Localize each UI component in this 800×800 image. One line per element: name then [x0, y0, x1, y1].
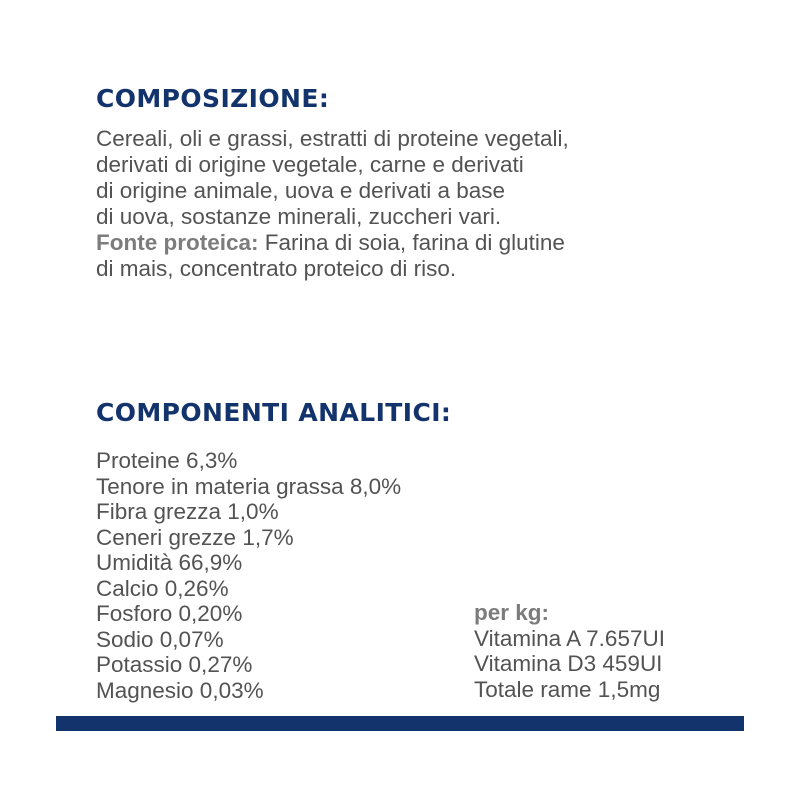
analysis-heading: COMPONENTI ANALITICI:	[96, 398, 452, 427]
per-kg-list	[474, 626, 665, 703]
analysis-item: Calcio 0,26%	[96, 575, 229, 601]
composition-heading: COMPOSIZIONE:	[96, 84, 330, 113]
per-kg-block	[474, 600, 665, 702]
analysis-item: Fibra grezza 1,0%	[96, 499, 279, 524]
protein-source-line: di mais, concentrato proteico di riso.	[96, 256, 457, 281]
analysis-item: Magnesio 0,03%	[96, 677, 264, 703]
composition-line: derivati di origine vegetale, carne e derivati	[96, 152, 524, 177]
protein-source-text: Farina di soia, farina di glutine	[258, 230, 565, 255]
analysis-item: Ceneri grezze 1,7%	[96, 524, 294, 550]
composition-line: di uova, sostanze minerali, zuccheri vari.	[96, 204, 502, 229]
composition-line: Cereali, oli e grassi, estratti di proteine vegetali,	[96, 126, 569, 151]
analysis-item: Proteine 6,3%	[96, 448, 238, 473]
composition-line: di origine animale, uova e derivati a base	[96, 178, 505, 203]
per-kg-item: Vitamina D3 459UI	[474, 651, 663, 676]
analysis-item: Potassio 0,27%	[96, 652, 253, 677]
protein-source-line	[96, 230, 736, 256]
footer-bar	[56, 716, 744, 731]
analysis-item: Fosforo 0,20%	[96, 601, 243, 626]
analysis-item: Tenore in materia grassa 8,0%	[96, 473, 402, 499]
per-kg-title: per kg:	[474, 600, 550, 625]
analysis-item: Umidità 66,9%	[96, 550, 243, 575]
protein-source-label: Fonte proteica:	[96, 230, 259, 255]
per-kg-item: Vitamina A 7.657UI	[474, 625, 665, 651]
composition-text	[96, 126, 736, 282]
analysis-list	[96, 448, 401, 703]
per-kg-item: Totale rame 1,5mg	[474, 676, 661, 702]
analysis-item: Sodio 0,07%	[96, 626, 224, 652]
